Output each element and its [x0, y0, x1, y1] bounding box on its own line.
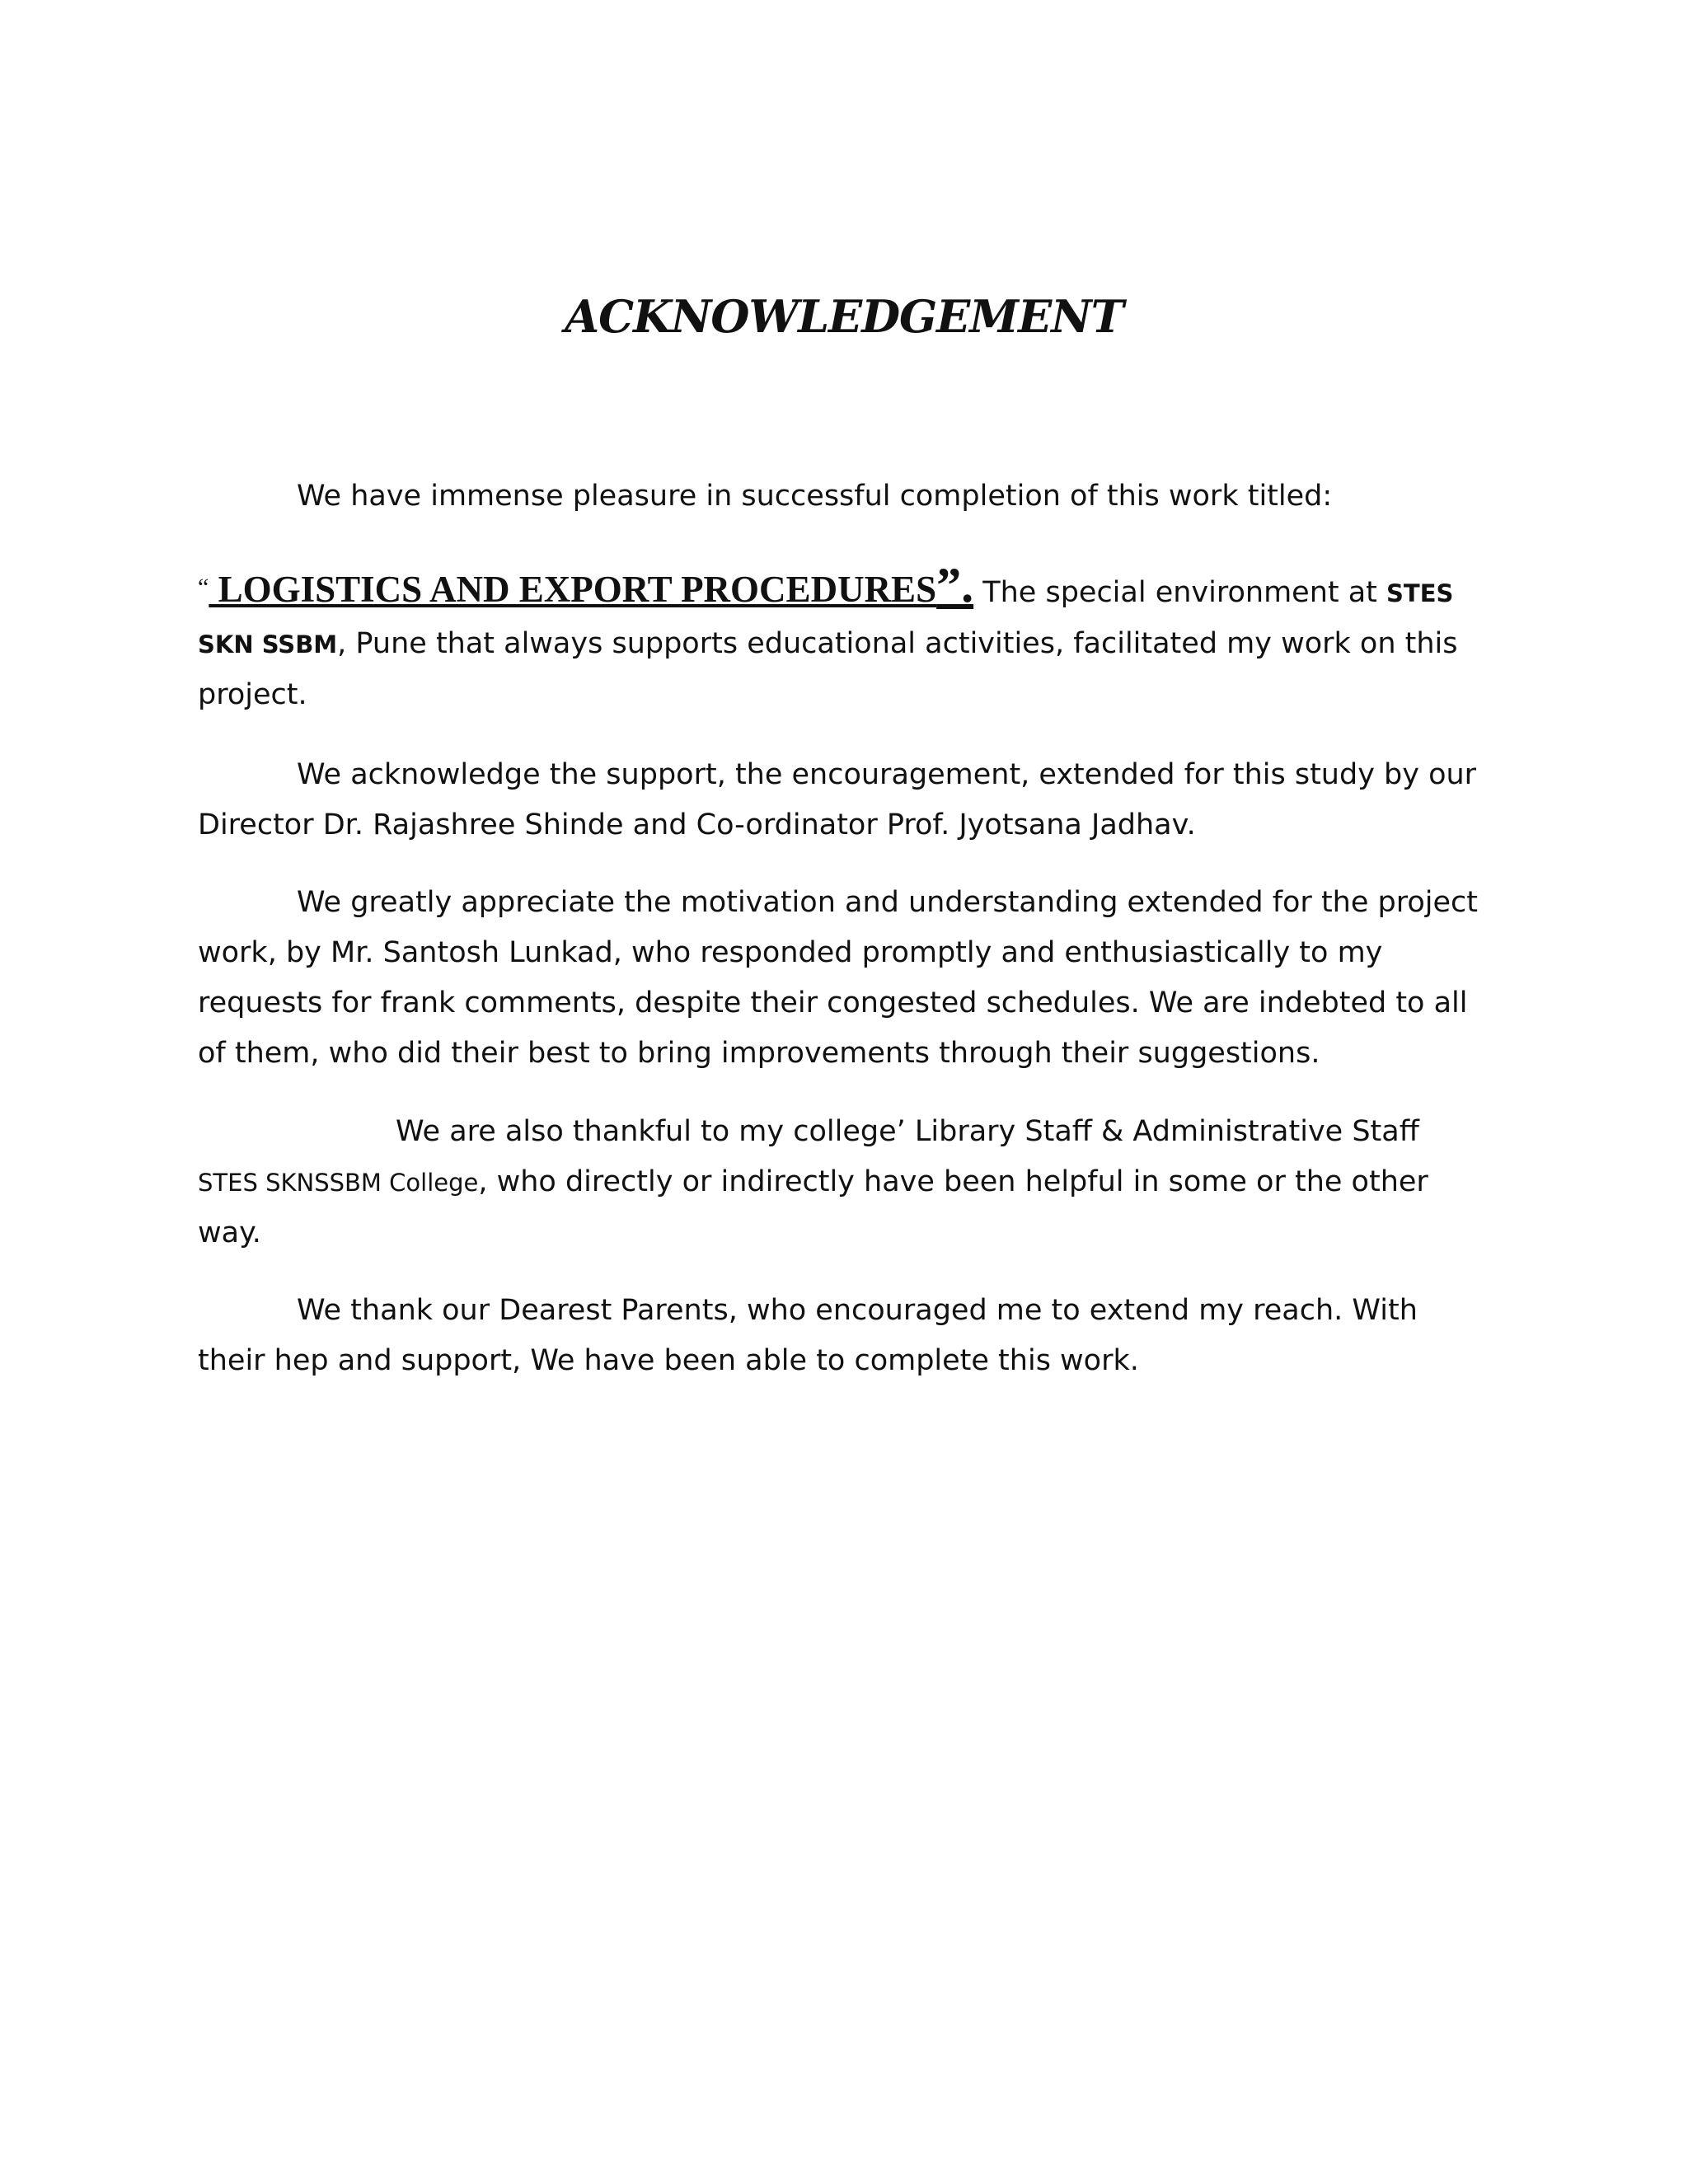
- appreciation-text: We greatly appreciate the motivation and understanding extended for the project work, by Mr. Santosh Lunkad, who responded promptly and enthusiastically to my requests for frank comments, despite their congested schedules. We are indebted to all of them, who did their best to bring improvements through their suggestions.: [198, 886, 1478, 1070]
- page-title: ACKNOWLEDGEMENT: [565, 290, 1123, 343]
- support-text: We acknowledge the support, the encouragement, extended for this study by our Director Dr. Rajashree Shinde and Co-ordinator Prof. Jyotsana Jadhav.: [198, 758, 1477, 841]
- parents-text: We thank our Dearest Parents, who encouraged me to extend my reach. With their hep and support, We have been able to complete this work.: [198, 1294, 1418, 1377]
- staff-text-b: , who directly or indirectly have been helpful in some or the other way.: [198, 1165, 1428, 1249]
- paragraph-parents: [198, 1286, 1492, 1386]
- project-title: LOGISTICS AND EXPORT PROCEDURES: [209, 569, 937, 610]
- intro-text: We have immense pleasure in successful completion of this work titled:: [297, 480, 1333, 513]
- college-name: STES SKNSSBM College: [198, 1169, 479, 1197]
- title-paragraph-text-a: The special environment at: [973, 576, 1387, 609]
- org-name-bold-1: STES: [1386, 579, 1454, 607]
- title-paragraph-text-b: , Pune that always supports educational activities, facilitated my work on this project.: [198, 627, 1458, 711]
- paragraph-appreciation: [198, 878, 1492, 1079]
- paragraph-staff: [198, 1107, 1492, 1258]
- paragraph-title: [198, 560, 1492, 720]
- open-quote: “: [198, 574, 209, 601]
- org-name-bold-2: SKN SSBM: [198, 630, 338, 658]
- staff-text-a: We are also thankful to my college’ Library Staff & Administrative Staff: [396, 1115, 1419, 1148]
- close-quote: ”.: [936, 558, 974, 612]
- paragraph-intro: [198, 471, 1492, 522]
- paragraph-support: [198, 750, 1492, 851]
